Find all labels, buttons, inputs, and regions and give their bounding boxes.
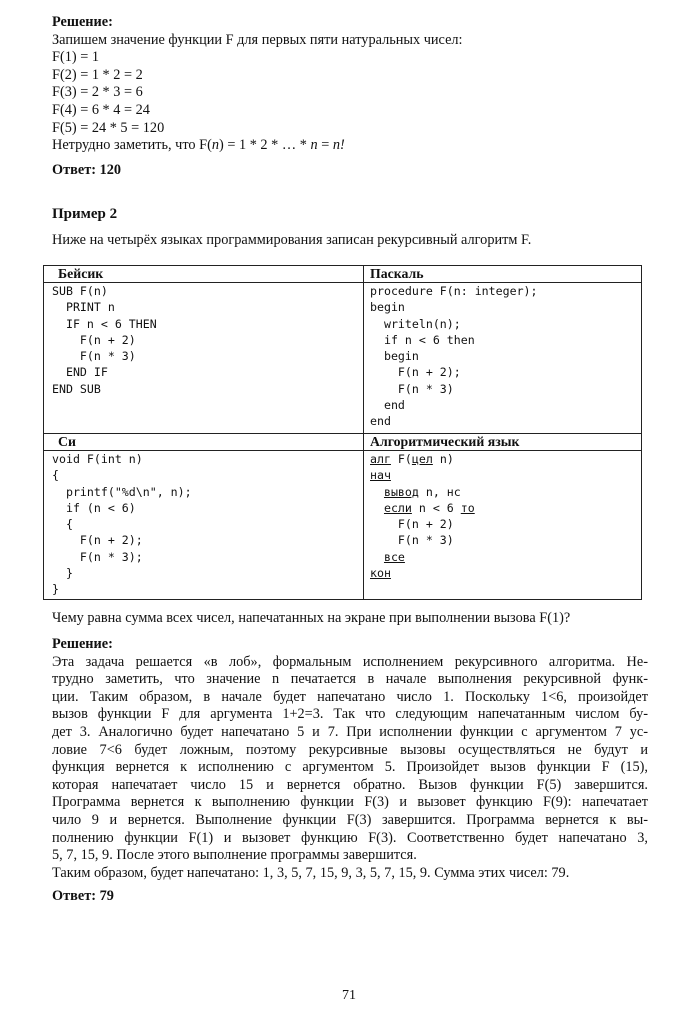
solution-line: которая напечатает число 15 и вернется обратно. Вызов функции F(5) завершится. [52,776,648,793]
pascal-header: Паскаль [364,266,642,283]
algo-code: алг F(цел n) нач вывод n, нс если n < 6 то F(n + 2) F(n * 3) все кон [370,452,475,581]
solution-line: дет 3. Аналогично будет напечатано 5 и 7. При исполнении функции с аргументом 7 ус- [52,723,648,740]
intro-line: F(1) = 1 [52,49,99,66]
code-table [43,265,642,600]
solution-line: вызов функции F для аргумента 1+2=3. Так что следующим напечатанным числом бу- [52,706,648,723]
solution-answer: Ответ: 79 [52,888,114,905]
solution-heading: Решение: [52,636,113,652]
solution-line: Программа вернется к выполнению функции F(3) и вызовет функцию F(9): напечатает [52,794,648,811]
intro-answer: Ответ: 120 [52,161,122,178]
basic-code: SUB F(n) PRINT n IF n < 6 THEN F(n + 2) F(n * 3) END IF END SUB [52,284,157,396]
intro-line: F(5) = 24 * 5 = 120 [52,119,165,136]
solution-line: чило 9 и вернется. Выполнение функции F(3) завершится. Программа вернется к вы- [52,811,648,828]
intro-line: F(3) = 2 * 3 = 6 [52,84,143,101]
intro-heading: Решение: [52,14,113,30]
solution-line: ловие 7<6 будет ложным, поэтому рекурсивные вызовы осуществляться не будут и [52,741,648,758]
solution-line: трудно заметить, что значение n печатается в начале выполнения рекурсивной функ- [52,671,648,688]
solution-summary: Таким образом, будет напечатано: 1, 3, 5, 7, 15, 9, 3, 5, 7, 15, 9. Сумма этих чисел: 79. [52,864,570,881]
algo-header: Алгоритмический язык [364,434,642,451]
solution-line: ции. Таким образом, в начале будет напечатано число 1. Поскольку 1<6, произойдет [52,688,648,705]
example-statement: Ниже на четырёх языках программирования записан рекурсивный алгоритм F. [52,232,532,248]
example-title: Пример 2 [52,206,118,222]
intro-line: F(4) = 6 * 4 = 24 [52,101,150,118]
pascal-code: procedure F(n: integer); begin writeln(n); if n < 6 then begin F(n + 2); F(n * 3) end end [370,284,538,429]
solution-line: полнению функции F(1) и вызовет функцию F(3). Соответственно будет напечатано 3, [52,829,648,846]
solution-line: функция вернется к исполнению с аргументом 5. Произойдет вызов функции F (15), [52,759,648,776]
intro-observation: Нетрудно заметить, что F(n) = 1 * 2 * … * n = n! [52,137,345,154]
question: Чему равна сумма всех чисел, напечатанных на экране при выполнении вызова F(1)? [52,610,571,626]
intro-solution [52,14,652,179]
intro-line: Запишем значение функции F для первых пяти натуральных чисел: [52,31,463,48]
solution-line: 5, 7, 15, 9. После этого выполнение программы завершится. [52,847,417,864]
basic-header: Бейсик [44,266,364,283]
c-code: void F(int n) { printf("%d\n", n); if (n < 6) { F(n + 2); F(n * 3); } } [52,452,192,597]
c-header: Си [44,434,364,451]
solution-line: Эта задача решается «в лоб», формальным исполнением рекурсивного алгоритма. Не- [52,653,648,670]
solution [52,636,648,906]
intro-line: F(2) = 1 * 2 = 2 [52,66,143,83]
page-number: 71 [342,988,356,1003]
